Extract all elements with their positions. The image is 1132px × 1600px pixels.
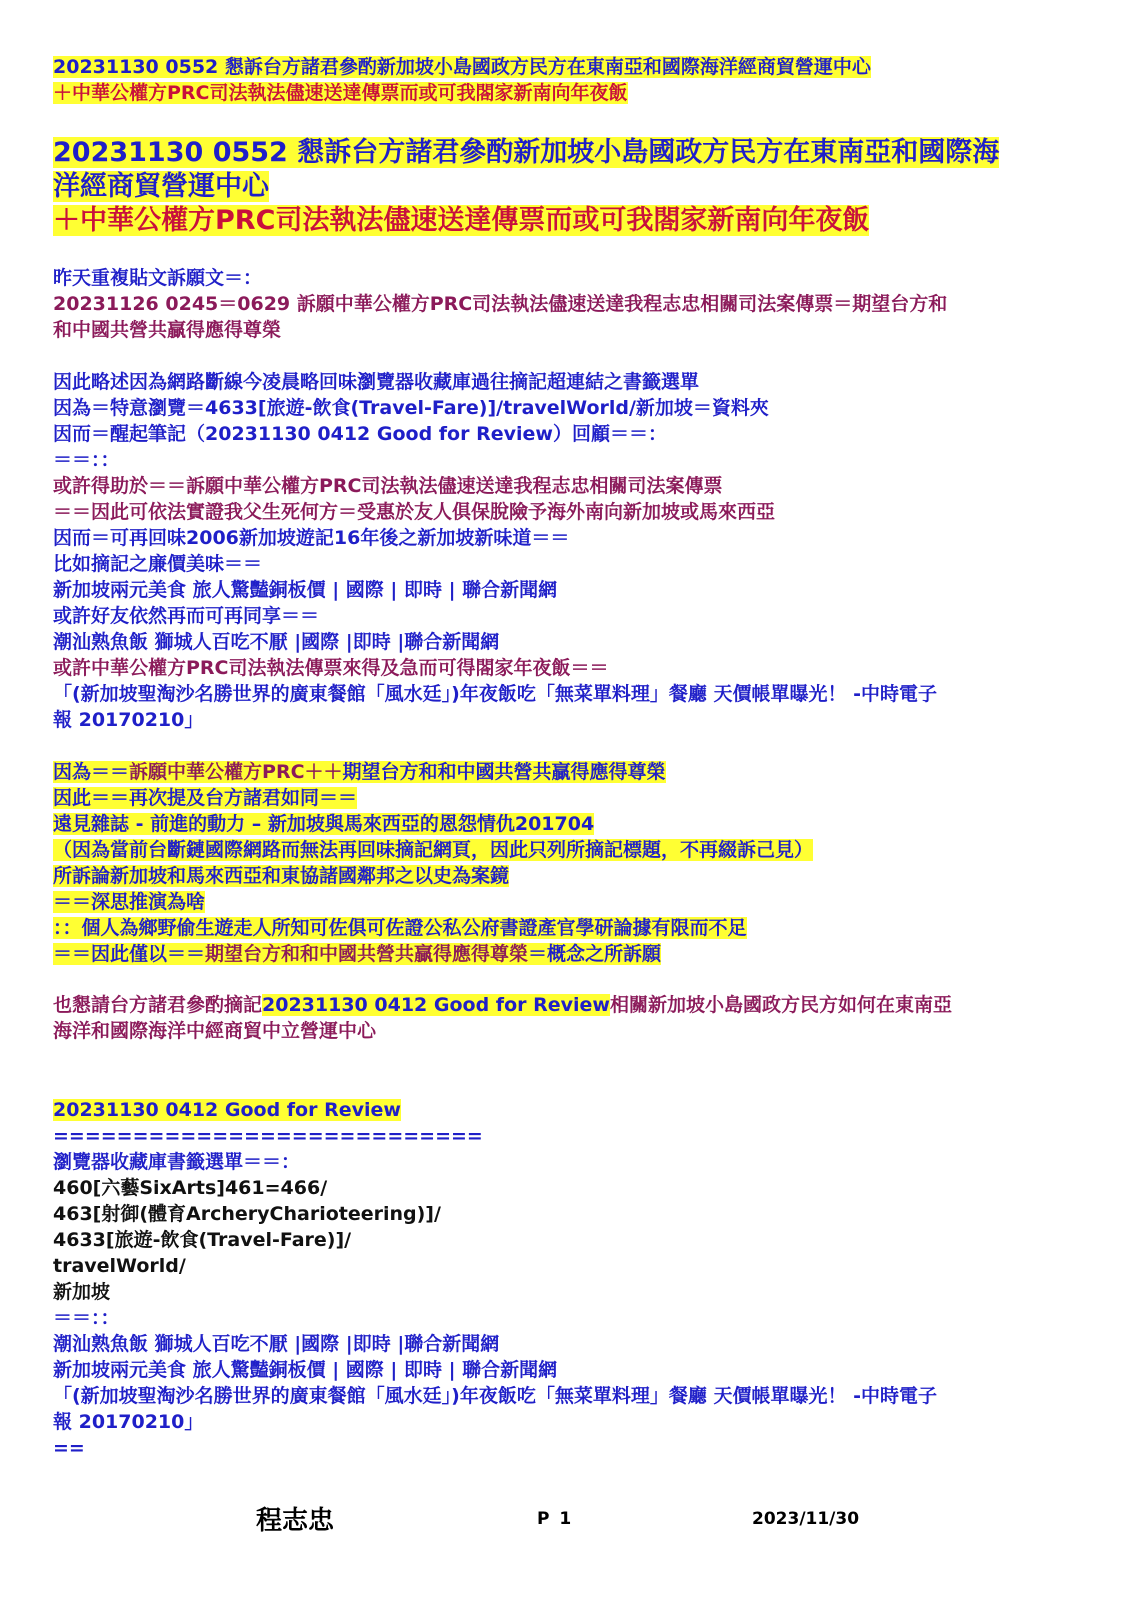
section2-line: 比如摘記之廉價美味＝＝ [53,553,263,575]
bookmark-menu-label: 瀏覽器收藏庫書籤選單＝＝： [53,1151,301,1173]
section2-link[interactable]: 新加坡兩元美食 旅人驚豔銅板價 | 國際 | 即時 | 聯合新聞網 [53,579,558,601]
bookmark-path: 4633[旅遊-飲食(Travel-Fare)]/ [53,1229,352,1251]
bookmark-path: 460[六藝SixArts]461=466/ [53,1177,328,1199]
review-end-mark: == [53,1437,85,1459]
section2-line: 因而＝醒起筆記（20231130 0412 Good for Review）回顧＝＝： [53,423,667,445]
section-good-for-review [53,1097,1080,1461]
bookmark-link-cont[interactable]: 報 20170210」 [53,1411,204,1433]
bookmark-link[interactable]: 「(新加坡聖淘沙名勝世界的廣東餐館「風水廷」)年夜飯吃「無菜單料理」餐廳 天價帳單曝光！ -中時電子 [53,1385,937,1407]
header-block [53,54,1080,106]
section4-line-1a: 也懇請台方諸君參酌摘記 [53,994,263,1016]
section3-line-3: 遠見雜誌 - 前進的動力 – 新加坡與馬來西亞的恩怨情仇201704 [53,813,595,835]
section2-line: ＝＝：： [53,449,120,471]
section2-link[interactable]: 「(新加坡聖淘沙名勝世界的廣東餐館「風水廷」)年夜飯吃「無菜單料理」餐廳 天價帳單曝光！ -中時電子 [53,683,937,705]
section3-line-7: ：：個人為鄉野偷生遊走人所知可佐俱可佐證公私公府書證產官學研論據有限而不足 [53,917,747,939]
bookmark-link[interactable]: 潮汕熟魚飯 獅城人百吃不厭 |國際 |即時 |聯合新聞網 [53,1333,500,1355]
bookmark-path: 463[射御(體育ArcheryCharioteering)]/ [53,1203,441,1225]
section2-line: 因而＝可再回味2006新加坡遊記16年後之新加坡新味道＝＝ [53,527,570,549]
review-rule: =========================== [53,1125,483,1147]
section-reposted-petition [53,265,1080,343]
review-heading: 20231130 0412 Good for Review [53,1099,401,1121]
section4-line-1c: 相關新加坡小島國政方民方如何在東南亞 [609,994,952,1016]
section2-link[interactable]: 潮汕熟魚飯 獅城人百吃不厭 |國際 |即時 |聯合新聞網 [53,631,500,653]
section1-line-2: 20231126 0245＝0629 訴願中華公權方PRC司法執法儘速送達我程志忠相關司法案傳票＝期望台方和 [53,293,948,315]
section3-line-2: 因此＝＝再次提及台方諸君如同＝＝ [53,787,358,809]
footer-author: 程志忠 [256,1506,335,1536]
section3-line-1b: 訴願中華公權方PRC＋＋ [129,761,343,783]
footer-date: 2023/11/30 [752,1509,860,1529]
section-network-outage-notes [53,369,1080,733]
title-line-3: ＋中華公權方PRC司法執法儘速送達傳票而或可我閤家新南向年夜飯 [53,205,870,236]
bookmark-path: 新加坡 [53,1281,111,1303]
header-line-2: ＋中華公權方PRC司法執法儘速送達傳票而或可我閤家新南向年夜飯 [53,82,628,104]
section3-line-5: 所訴論新加坡和馬來西亞和東協諸國鄰邦之以史為案鏡 [53,865,510,887]
section4-line-2: 海洋和國際海洋中經商貿中立營運中心 [53,1020,377,1042]
title-line-1: 20231130 0552 懇訴台方諸君參酌新加坡小島國政方民方在東南亞和國際海 [53,137,1000,168]
section2-line: 因為＝特意瀏覽＝4633[旅遊-飲食(Travel-Fare)]/travelWorld/新加坡＝資料夾 [53,397,769,419]
section2-line: 或許得助於＝＝訴願中華公權方PRC司法執法儘速送達我程志忠相關司法案傳票 [53,475,723,497]
section4-line-1b: 20231130 0412 Good for Review [262,994,610,1016]
header-line-1: 20231130 0552 懇訴台方諸君參酌新加坡小島國政方民方在東南亞和國際海洋經商貿營運中心 [53,56,871,78]
section2-line: 或許中華公權方PRC司法執法傳票來得及急而可得閤家年夜飯＝＝ [53,657,609,679]
section2-line: 因此略述因為網路斷線今凌晨略回味瀏覽器收藏庫過往摘記超連結之書籤選單 [53,371,700,393]
section1-line-1: 昨天重複貼文訴願文＝： [53,267,263,289]
section3-line-4: （因為當前台斷鏈國際網路而無法再回味摘記網頁，因此只列所摘記標題，不再綴訴己見） [53,839,814,861]
footer-page-number: P 1 [537,1509,574,1529]
review-separator: ＝＝：： [53,1307,120,1329]
document-title [53,136,1080,238]
bookmark-path: travelWorld/ [53,1255,186,1277]
section2-line: ＝＝因此可依法實證我父生死何方＝受惠於友人俱保脫險予海外南向新加坡或馬來西亞 [53,501,776,523]
section2-link-cont[interactable]: 報 20170210」 [53,709,204,731]
section3-line-8c: ＝概念之所訴願 [528,943,662,965]
section3-line-1a: 因為＝＝ [53,761,130,783]
section3-line-8b: 期望台方和和中國共營共贏得應得尊榮 [205,943,529,965]
section2-line: 或許好友依然再而可再同享＝＝ [53,605,320,627]
title-line-2: 洋經商貿營運中心 [53,171,269,202]
section3-line-1c: 期望台方和和中國共營共贏得應得尊榮 [342,761,666,783]
bookmark-link[interactable]: 新加坡兩元美食 旅人驚豔銅板價 | 國際 | 即時 | 聯合新聞網 [53,1359,558,1381]
section-highlighted-petition [53,759,1080,967]
section1-line-3: 和中國共營共贏得應得尊榮 [53,319,282,341]
section3-line-6: ＝＝深思推演為啥 [53,891,206,913]
section3-line-8a: ＝＝因此僅以＝＝ [53,943,206,965]
section-request-review [53,992,1080,1044]
